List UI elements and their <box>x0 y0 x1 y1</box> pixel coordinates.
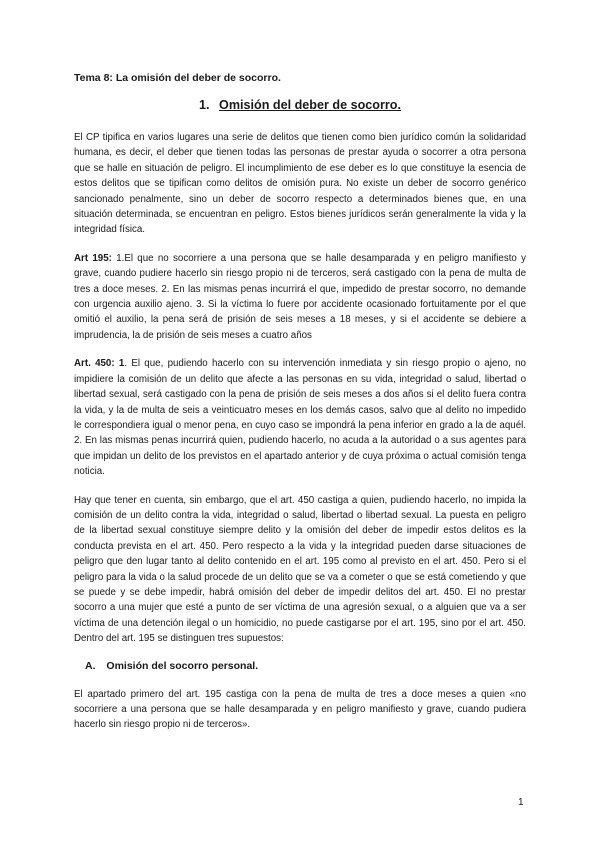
topic-title: Tema 8: La omisión del deber de socorro. <box>74 72 281 84</box>
article-450-paragraph <box>74 356 526 479</box>
subsection-paragraph: El apartado primero del art. 195 castiga con la pena de multa de tres a doce meses a quien «no socorriere a una persona que se halle desamparada y en peligro manifiesto y grave, cuando pudiera hacerlo sin riesgo propio ni de terceros». <box>74 688 526 731</box>
article-450-text: . El que, pudiendo hacerlo con su intervención inmediata y sin riesgo propio o ajeno, no impidiere la comisión de un delito que afecte a las personas en su vida, integridad o salud, libertad o libertad sexual, será castigado con la pena de prisión de seis meses a dos años si el delito fuera contra la vida, y la de multa de seis a veinticuatro meses en los demás casos, salvo que al delito no impedido le correspondiera igual o menor pena, en cuyo caso se impondrá la pena inferior en grado a la de aquél. 2. En las mismas penas incurrirá quien, pudiendo hacerlo, no acuda a la autoridad o a sus agentes para que impidan un delito de los previstos en el apartado anterior y de cuya próxima o actual comisión tenga noticia. <box>74 358 526 478</box>
article-195-text: 1.El que no socorriere a una persona que se halle desamparada y en peligro manifiesto y grave, cuando pudiere hacerlo sin riesgo propio ni de terceros, será castigado con la pena de multa de tres a doce meses. 2. En las mismas penas incurrirá el que, impedido de prestar socorro, no demande con urgencia auxilio ajeno. 3. Si la víctima lo fuere por accidente ocasionado fortuitamente por el que omitió el auxilio, la pena será de prisión de seis meses a 18 meses, y si el accidente se debiere a imprudencia, la de prisión de seis meses a cuatro años <box>74 252 527 341</box>
subsection-title: Omisión del socorro personal. <box>106 659 259 672</box>
subsection-letter: A. <box>85 659 96 672</box>
page-content <box>74 72 526 746</box>
subsection-heading <box>85 660 526 672</box>
section-heading <box>74 98 526 112</box>
section-title: Omisión del deber de socorro. <box>219 98 401 112</box>
article-450-label: Art. 450: 1 <box>74 358 125 370</box>
article-195-label: Art 195: <box>74 252 117 264</box>
page-number: 1 <box>518 797 524 808</box>
intro-paragraph: El CP tipifica en varios lugares una serie de delitos que tienen como bien jurídico común la solidaridad humana, es decir, el deber que tienen todas las personas de prestar ayuda o socorrer a otra persona que se halle en situación de peligro. El incumplimiento de ese deber es lo que constituye la esencia de estos delitos que se tipifican como delitos de omisión pura. No existe un deber de socorro genérico sancionado penalmente, sino un deber de socorro respecto a determinados bienes que, en una situación determinada, se encuentran en peligro. Estos bienes jurídicos serán generalmente la vida y la integridad física. <box>74 132 526 236</box>
analysis-paragraph: Hay que tener en cuenta, sin embargo, que el art. 450 castiga a quien, pudiendo hacerlo, no impida la comisión de un delito contra la vida, integridad o salud, libertad o libertad sexual. La puesta en peligro de la libertad sexual constituye siempre delito y la omisión del deber de impedir estos delitos es la conducta prevista en el art. 450. Pero respecto a la vida y la integridad pueden darse situaciones de peligro que den lugar tanto al delito contenido en el art. 195 como al previsto en el art. 450. Pero si el peligro para la vida o la salud procede de un delito que se va a cometer o que se está cometiendo y que se puede y se debe impedir, habrá omisión del deber de impedir delitos del art. 450. El no prestar socorro a una mujer que esté a punto de ser víctima de una agresión sexual, o a alguien que va a ser víctima de una detención ilegal o un homicidio, no puede castigarse por el art. 195, sino por el art. 450. Dentro del art. 195 se distinguen tres supuestos: <box>74 494 526 645</box>
article-195-paragraph <box>74 251 526 343</box>
section-number: 1. <box>199 98 210 112</box>
